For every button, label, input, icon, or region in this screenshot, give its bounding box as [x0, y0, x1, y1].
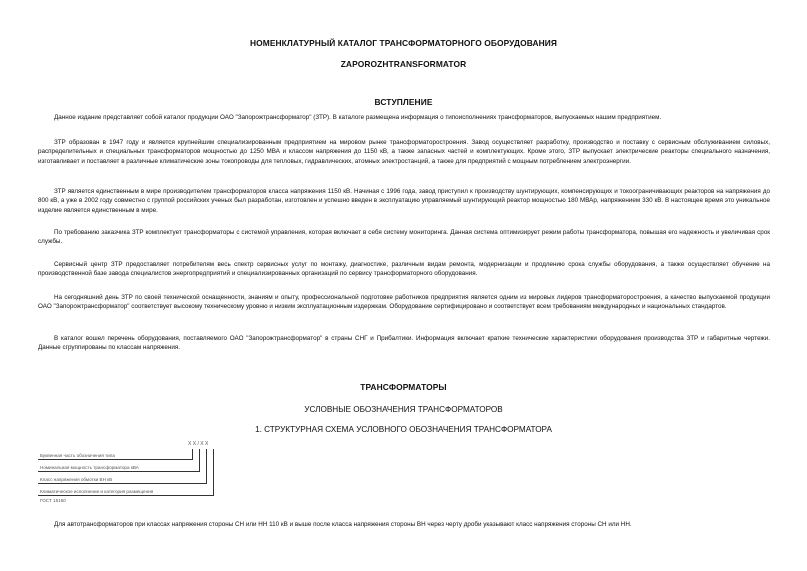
intro-paragraph-3: ЗТР является единственным в мире производителем трансформаторов класса напряжения 1150 кВ. Начиная с 1996 года, завод приступил к производству шунтирующих, компенсирующих и токоограничивающих реакторов на напряжения до 800 кВ, а уже в 2002 году совместно с группой российских ученых был разработан, изготовлен и успешно введен в эксплуатацию управляемый шунтирующий реактор мощностью 180 МВАр, напряжением 330 кВ. В настоящее время это уникальное изделие является единственным в мире.	[38, 188, 770, 214]
scheme-connector	[206, 449, 207, 483]
company-name: ZAPOROZHTRANSFORMATOR	[340, 59, 467, 69]
scheme-connector	[213, 449, 214, 495]
autotransformer-note: Для автотрансформаторов при классах напряжения стороны СН или НН 110 кВ и выше после класса напряжения стороны ВН через черту дроби указывают класс напряжения стороны СН или НН.	[54, 521, 632, 528]
intro-paragraph-1: Данное издание представляет собой каталог продукции ОАО "Запорожтрансформатор" (ЗТР). В каталоге размещена информация о типоисполнениях трансформаторов, выпускаемых нашим предприятием.	[54, 114, 662, 121]
scheme-label-standard: ГОСТ 15150	[40, 498, 66, 503]
scheme-underline	[38, 471, 200, 472]
designation-scheme	[36, 440, 236, 512]
transformers-heading: ТРАНСФОРМАТОРЫ	[360, 382, 447, 392]
scheme-label-type: Буквенная часть обозначения типа	[40, 453, 115, 458]
designations-subheading: УСЛОВНЫЕ ОБОЗНАЧЕНИЯ ТРАНСФОРМАТОРОВ	[304, 405, 503, 414]
scheme-connector	[192, 449, 193, 459]
intro-paragraph-4: По требованию заказчика ЗТР комплектует трансформаторы с системой управления, которая включает в себя систему мониторинга. Данная система оптимизирует режим работы трансформатора, повышая его надежность и увеличивая срок службы.	[38, 229, 770, 246]
catalog-title: НОМЕНКЛАТУРНЫЙ КАТАЛОГ ТРАНСФОРМАТОРНОГО ОБОРУДОВАНИЯ	[250, 38, 557, 48]
scheme-label-voltage: Класс напряжения обмотки ВН кВ	[40, 477, 113, 482]
scheme-label-power: Номинальная мощность трансформатора кВА	[40, 465, 139, 470]
intro-paragraph-2: ЗТР образован в 1947 году и является крупнейшим специализированным предприятием на мировом рынке трансформаторостроения. Завод осуществляет разработку, производство и поставку с сервисным обслуживанием силовых, распределительных и специальных трансформаторов мощностью до 1250 МВА и классом напряжения до 1150 кВ, а также запасных частей и комплектующих. Кроме этого, ЗТР выпускает электрические реакторы специального назначения, изготавливает и поставляет в различные климатические зоны токопроводы для тепловых, гидравлических, атомных электростанций, а также для предприятий с мощным потреблением электроэнергии.	[38, 139, 770, 165]
intro-heading: ВСТУПЛЕНИЕ	[374, 97, 433, 107]
scheme-underline	[38, 459, 193, 460]
scheme-code: Х Х / Х Х	[188, 441, 209, 447]
scheme-underline	[38, 495, 214, 496]
scheme-connector	[199, 449, 200, 471]
scheme-label-climate: Климатическое исполнение и категория размещения	[40, 489, 154, 494]
scheme-underline	[38, 483, 207, 484]
scheme-section-title: 1. СТРУКТУРНАЯ СХЕМА УСЛОВНОГО ОБОЗНАЧЕНИЯ ТРАНСФОРМАТОРА	[255, 425, 552, 434]
intro-paragraph-7: В каталог вошел перечень оборудования, поставляемого ОАО "Запорожтрансформатор" в страны СНГ и Прибалтики. Информация включает краткие технические характеристики оборудования производства ЗТР и габаритные чертежи. Данные сгруппированы по классам напряжения.	[38, 335, 770, 352]
intro-paragraph-6: На сегодняшний день ЗТР по своей технической оснащенности, знаниям и опыту, профессиональной подготовке работников предприятия является одним из мировых лидеров трансформаторостроения, а качество выпускаемой продукции ОАО "Запорожтрансформатор" соответствует высокому техническому уровню и низким эксплуатационным издержкам. Оборудование сертифицировано и соответствует всем требованиям международных и национальных стандартов.	[38, 294, 770, 311]
intro-paragraph-5: Сервисный центр ЗТР предоставляет потребителям весь спектр сервисных услуг по монтажу, диагностике, различным видам ремонта, модернизации и продлению срока службы оборудования, а также осуществляет обучение на производственной базе завода специалистов энергопредприятий и специализированных организаций по сервису трансформаторного оборудования.	[38, 261, 770, 278]
